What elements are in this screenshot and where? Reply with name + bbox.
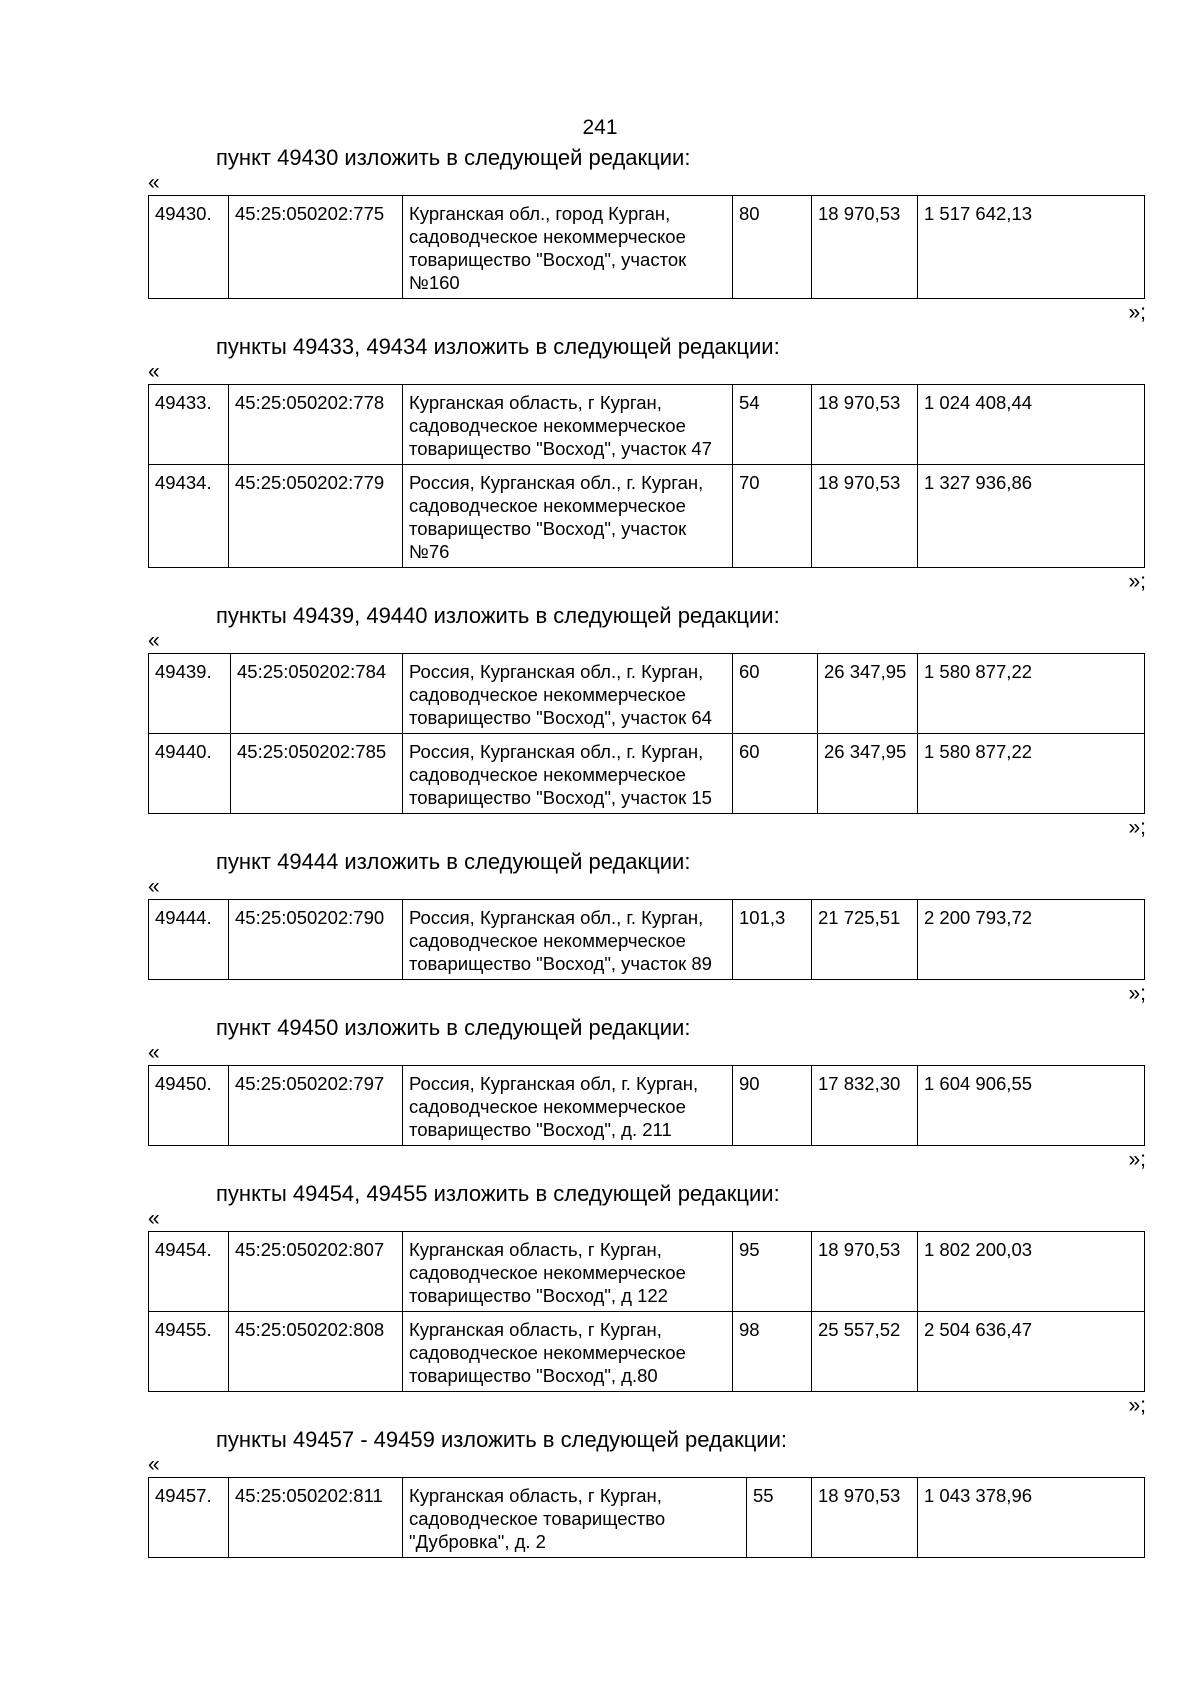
area-cell: 60 xyxy=(733,734,818,814)
unit-value-cell: 18 970,53 xyxy=(812,465,918,568)
cadastral-number-cell: 45:25:050202:775 xyxy=(229,196,403,299)
closing-quote: »; xyxy=(1128,816,1146,839)
area-cell: 70 xyxy=(733,465,812,568)
page-number: 241 xyxy=(582,116,618,139)
section-heading: пункты 49439, 49440 изложить в следующей редакции: xyxy=(216,603,780,628)
cadastral-number-cell: 45:25:050202:808 xyxy=(229,1312,403,1392)
address-cell: Курганская область, г Курган, садоводческое товарищество "Дубровка", д. 2 xyxy=(403,1478,747,1558)
table-row xyxy=(149,1478,1145,1558)
entry-number-cell: 49450. xyxy=(149,1066,229,1146)
area-cell: 54 xyxy=(733,385,812,465)
address-cell: Россия, Курганская обл, г. Курган, садоводческое некоммерческое товарищество "Восход", д. 211 xyxy=(403,1066,733,1146)
closing-quote: »; xyxy=(1128,301,1146,324)
table-row xyxy=(149,196,1145,299)
entries-table xyxy=(148,384,1145,568)
section-heading: пункты 49433, 49434 изложить в следующей редакции: xyxy=(216,334,780,359)
entries-table xyxy=(148,899,1145,980)
area-cell: 90 xyxy=(733,1066,812,1146)
unit-value-cell: 26 347,95 xyxy=(818,734,918,814)
total-value-cell: 1 580 877,22 xyxy=(918,654,1145,734)
entry-number-cell: 49440. xyxy=(149,734,231,814)
entries-table xyxy=(148,1231,1145,1392)
opening-quote: « xyxy=(148,360,160,383)
area-cell: 95 xyxy=(733,1232,812,1312)
amendment-section xyxy=(148,1182,1144,1418)
table-row xyxy=(149,1312,1145,1392)
closing-quote: »; xyxy=(1128,1394,1146,1417)
cadastral-number-cell: 45:25:050202:785 xyxy=(231,734,403,814)
section-heading: пункты 49454, 49455 изложить в следующей редакции: xyxy=(216,1181,780,1206)
entries-table xyxy=(148,1477,1145,1558)
opening-quote: « xyxy=(148,1453,160,1476)
area-cell: 98 xyxy=(733,1312,812,1392)
entry-number-cell: 49434. xyxy=(149,465,229,568)
amendment-section xyxy=(148,1428,1144,1558)
entries-table xyxy=(148,653,1145,814)
address-cell: Россия, Курганская обл., г. Курган, садоводческое некоммерческое товарищество "Восход", участок №76 xyxy=(403,465,733,568)
cadastral-number-cell: 45:25:050202:811 xyxy=(229,1478,403,1558)
address-cell: Россия, Курганская обл., г. Курган, садоводческое некоммерческое товарищество "Восход", участок 15 xyxy=(403,734,733,814)
address-cell: Курганская область, г Курган, садоводческое некоммерческое товарищество "Восход", д 122 xyxy=(403,1232,733,1312)
total-value-cell: 1 580 877,22 xyxy=(918,734,1145,814)
unit-value-cell: 21 725,51 xyxy=(812,900,918,980)
unit-value-cell: 26 347,95 xyxy=(818,654,918,734)
opening-quote: « xyxy=(148,875,160,898)
closing-quote: »; xyxy=(1128,982,1146,1005)
amendment-section xyxy=(148,146,1144,325)
total-value-cell: 1 327 936,86 xyxy=(918,465,1145,568)
area-cell: 60 xyxy=(733,654,818,734)
amendment-section xyxy=(148,335,1144,594)
address-cell: Россия, Курганская обл., г. Курган, садоводческое некоммерческое товарищество "Восход", участок 89 xyxy=(403,900,733,980)
entry-number-cell: 49433. xyxy=(149,385,229,465)
entry-number-cell: 49454. xyxy=(149,1232,229,1312)
amendment-section xyxy=(148,850,1144,1006)
table-row xyxy=(149,654,1145,734)
entry-number-cell: 49439. xyxy=(149,654,231,734)
closing-quote: »; xyxy=(1128,1148,1146,1171)
table-row xyxy=(149,734,1145,814)
amendment-section xyxy=(148,604,1144,840)
section-heading: пункт 49430 изложить в следующей редакции: xyxy=(216,145,691,170)
entry-number-cell: 49430. xyxy=(149,196,229,299)
section-heading: пункт 49450 изложить в следующей редакции: xyxy=(216,1015,691,1040)
cadastral-number-cell: 45:25:050202:784 xyxy=(231,654,403,734)
cadastral-number-cell: 45:25:050202:778 xyxy=(229,385,403,465)
entry-number-cell: 49444. xyxy=(149,900,229,980)
unit-value-cell: 18 970,53 xyxy=(812,196,918,299)
cadastral-number-cell: 45:25:050202:779 xyxy=(229,465,403,568)
address-cell: Курганская обл., город Курган, садоводческое некоммерческое товарищество "Восход", участок №160 xyxy=(403,196,733,299)
area-cell: 80 xyxy=(733,196,812,299)
closing-quote: »; xyxy=(1128,570,1146,593)
section-heading: пункты 49457 - 49459 изложить в следующей редакции: xyxy=(216,1427,788,1452)
unit-value-cell: 18 970,53 xyxy=(812,1232,918,1312)
opening-quote: « xyxy=(148,1207,160,1230)
table-row xyxy=(149,900,1145,980)
entries-table xyxy=(148,1065,1145,1146)
opening-quote: « xyxy=(148,629,160,652)
cadastral-number-cell: 45:25:050202:790 xyxy=(229,900,403,980)
entries-table xyxy=(148,195,1145,299)
section-heading: пункт 49444 изложить в следующей редакции: xyxy=(216,849,691,874)
document-body xyxy=(148,146,1144,1558)
opening-quote: « xyxy=(148,1041,160,1064)
total-value-cell: 1 604 906,55 xyxy=(918,1066,1145,1146)
total-value-cell: 2 200 793,72 xyxy=(918,900,1145,980)
unit-value-cell: 18 970,53 xyxy=(812,385,918,465)
table-row xyxy=(149,465,1145,568)
cadastral-number-cell: 45:25:050202:807 xyxy=(229,1232,403,1312)
address-cell: Россия, Курганская обл., г. Курган, садоводческое некоммерческое товарищество "Восход", участок 64 xyxy=(403,654,733,734)
total-value-cell: 1 802 200,03 xyxy=(918,1232,1145,1312)
amendment-section xyxy=(148,1016,1144,1172)
address-cell: Курганская область, г Курган, садоводческое некоммерческое товарищество "Восход", д.80 xyxy=(403,1312,733,1392)
total-value-cell: 2 504 636,47 xyxy=(918,1312,1145,1392)
address-cell: Курганская область, г Курган, садоводческое некоммерческое товарищество "Восход", участок 47 xyxy=(403,385,733,465)
unit-value-cell: 18 970,53 xyxy=(812,1478,918,1558)
table-row xyxy=(149,385,1145,465)
total-value-cell: 1 517 642,13 xyxy=(918,196,1145,299)
total-value-cell: 1 043 378,96 xyxy=(918,1478,1145,1558)
table-row xyxy=(149,1066,1145,1146)
unit-value-cell: 25 557,52 xyxy=(812,1312,918,1392)
opening-quote: « xyxy=(148,171,160,194)
area-cell: 55 xyxy=(747,1478,812,1558)
total-value-cell: 1 024 408,44 xyxy=(918,385,1145,465)
entry-number-cell: 49457. xyxy=(149,1478,229,1558)
cadastral-number-cell: 45:25:050202:797 xyxy=(229,1066,403,1146)
unit-value-cell: 17 832,30 xyxy=(812,1066,918,1146)
table-row xyxy=(149,1232,1145,1312)
area-cell: 101,3 xyxy=(733,900,812,980)
entry-number-cell: 49455. xyxy=(149,1312,229,1392)
